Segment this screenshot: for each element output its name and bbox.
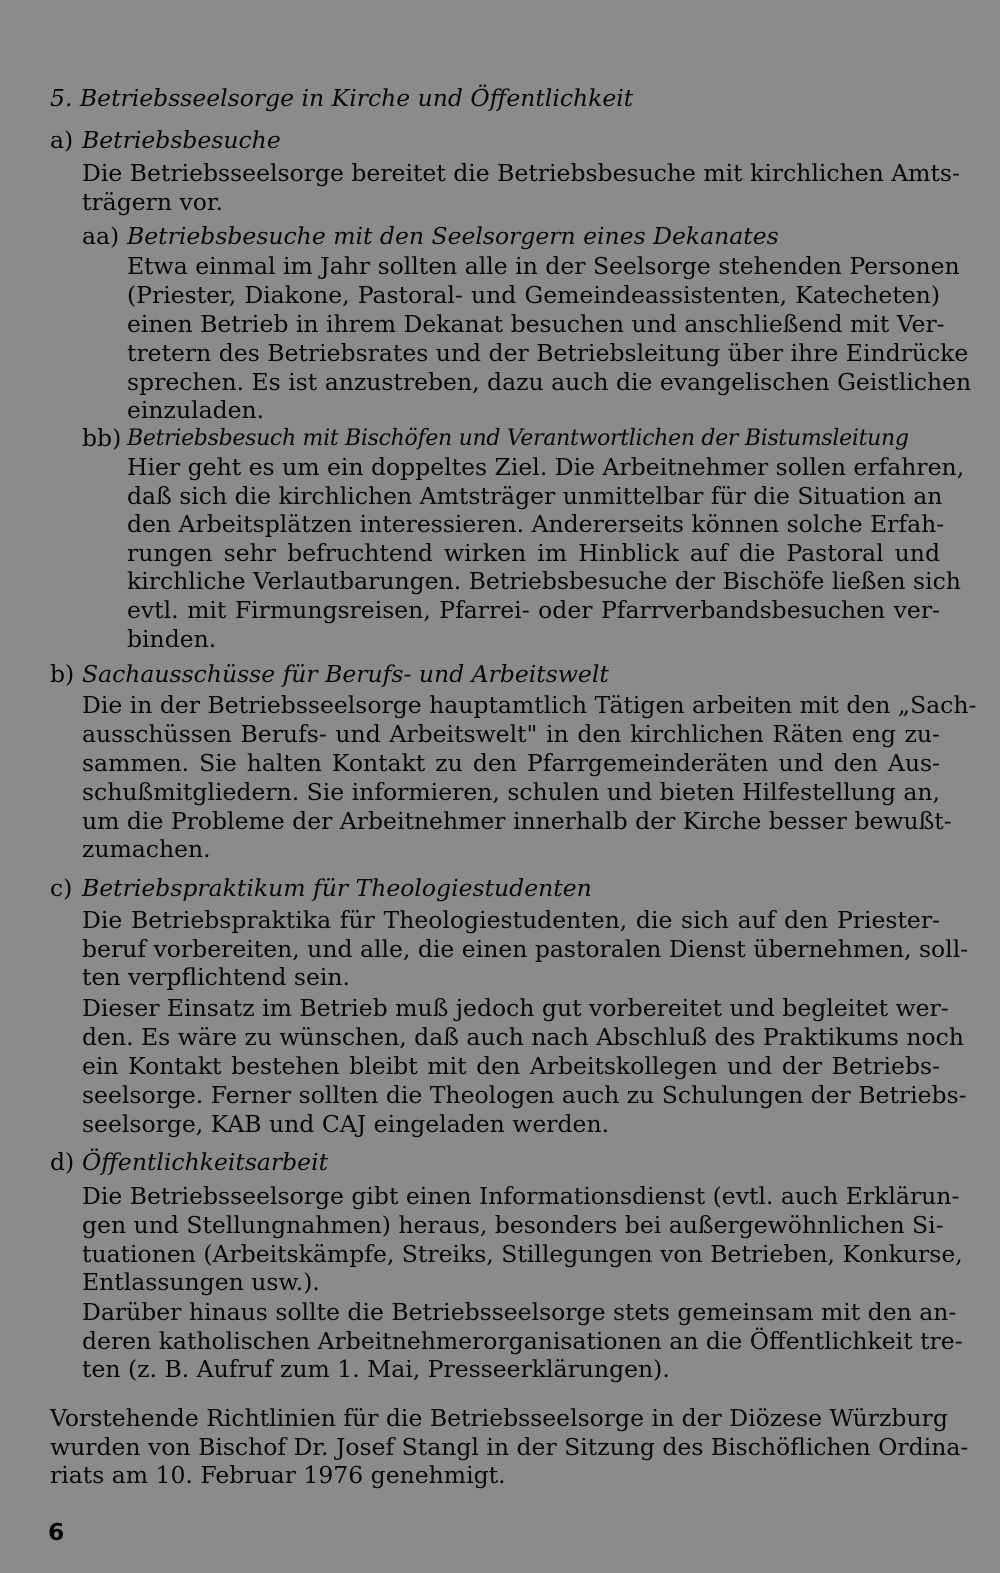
subsection-b-line: um die Probleme der Arbeitnehmer innerhalb der Kirche besser bewußt- bbox=[82, 807, 952, 835]
subsection-b-line: zumachen. bbox=[82, 835, 211, 863]
subsection-aa-line: einen Betrieb in ihrem Dekanat besuchen und anschließend mit Ver- bbox=[127, 310, 945, 338]
subsection-d-line: ten (z. B. Aufruf zum 1. Mai, Presseerklärungen). bbox=[82, 1355, 670, 1383]
subsection-aa-label: aa) bbox=[82, 222, 120, 250]
subsection-b-title: Sachausschüsse für Berufs- und Arbeitswelt bbox=[82, 660, 609, 688]
closing-line: wurden von Bischof Dr. Josef Stangl in der Sitzung des Bischöflichen Ordina- bbox=[50, 1433, 969, 1461]
page-number: 6 bbox=[48, 1518, 65, 1546]
subsection-bb-line: evtl. mit Firmungsreisen, Pfarrei- oder Pfarrverbandsbesuchen ver- bbox=[127, 596, 940, 624]
subsection-aa-title: Betriebsbesuche mit den Seelsorgern eines Dekanates bbox=[127, 222, 779, 250]
subsection-a-line: trägern vor. bbox=[82, 188, 224, 216]
subsection-c-line: den. Es wäre zu wünschen, daß auch nach Abschluß des Praktikums noch bbox=[82, 1023, 964, 1051]
subsection-d-line: deren katholischen Arbeitnehmerorganisationen an die Öffentlichkeit tre- bbox=[82, 1327, 963, 1355]
subsection-bb-line: kirchliche Verlautbarungen. Betriebsbesuche der Bischöfe ließen sich bbox=[127, 567, 961, 595]
subsection-c-line: ten verpflichtend sein. bbox=[82, 963, 350, 991]
subsection-aa-line: sprechen. Es ist anzustreben, dazu auch die evangelischen Geistlichen bbox=[127, 368, 972, 396]
subsection-a-line: Die Betriebsseelsorge bereitet die Betriebsbesuche mit kirchlichen Amts- bbox=[82, 159, 960, 187]
subsection-aa-line: tretern des Betriebsrates und der Betriebsleitung über ihre Eindrücke bbox=[127, 339, 969, 367]
subsection-bb-title: Betriebsbesuch mit Bischöfen und Verantwortlichen der Bistumsleitung bbox=[127, 426, 909, 451]
subsection-b-label: b) bbox=[50, 660, 75, 688]
subsection-c-label: c) bbox=[50, 874, 73, 902]
subsection-d-line: Darüber hinaus sollte die Betriebsseelsorge stets gemeinsam mit den an- bbox=[82, 1298, 957, 1326]
subsection-bb-line: Hier geht es um ein doppeltes Ziel. Die Arbeitnehmer sollen erfahren, bbox=[127, 453, 965, 481]
subsection-bb-line: den Arbeitsplätzen interessieren. Andererseits können solche Erfah- bbox=[127, 510, 945, 538]
subsection-a-label: a) bbox=[50, 126, 74, 154]
subsection-c-line: Die Betriebspraktika für Theologiestudenten, die sich auf den Priester- bbox=[82, 906, 940, 934]
subsection-c-line: seelsorge. Ferner sollten die Theologen auch zu Schulungen der Betriebs- bbox=[82, 1081, 967, 1109]
subsection-a-title: Betriebsbesuche bbox=[82, 126, 281, 154]
subsection-aa-line: Etwa einmal im Jahr sollten alle in der Seelsorge stehenden Personen bbox=[127, 252, 960, 280]
subsection-d-line: gen und Stellungnahmen) heraus, besonders bei außergewöhnlichen Si- bbox=[82, 1211, 944, 1239]
subsection-bb-line: daß sich die kirchlichen Amtsträger unmittelbar für die Situation an bbox=[127, 482, 943, 510]
subsection-c-line: beruf vorbereiten, und alle, die einen pastoralen Dienst übernehmen, soll- bbox=[82, 935, 969, 963]
subsection-b-line: Die in der Betriebsseelsorge hauptamtlich Tätigen arbeiten mit den „Sach- bbox=[82, 691, 977, 719]
subsection-bb-line: binden. bbox=[127, 625, 217, 653]
subsection-d-label: d) bbox=[50, 1148, 75, 1176]
subsection-d-line: tuationen (Arbeitskämpfe, Streiks, Stillegungen von Betrieben, Konkurse, bbox=[82, 1240, 963, 1268]
subsection-b-line: schußmitgliedern. Sie informieren, schulen und bieten Hilfestellung an, bbox=[82, 778, 941, 806]
subsection-d-line: Die Betriebsseelsorge gibt einen Informationsdienst (evtl. auch Erklärun- bbox=[82, 1182, 960, 1210]
subsection-b-line: ausschüssen Berufs- und Arbeitswelt" in den kirchlichen Räten eng zu- bbox=[82, 720, 940, 748]
subsection-d-title: Öffentlichkeitsarbeit bbox=[82, 1148, 329, 1176]
subsection-c-title: Betriebspraktikum für Theologiestudenten bbox=[82, 874, 592, 902]
closing-line: Vorstehende Richtlinien für die Betriebsseelsorge in der Diözese Würzburg bbox=[50, 1404, 948, 1432]
subsection-bb-line: rungen sehr befruchtend wirken im Hinblick auf die Pastoral und bbox=[127, 539, 940, 567]
closing-line: riats am 10. Februar 1976 genehmigt. bbox=[50, 1461, 506, 1489]
subsection-aa-line: (Priester, Diakone, Pastoral- und Gemeindeassistenten, Katecheten) bbox=[127, 281, 940, 309]
subsection-aa-line: einzuladen. bbox=[127, 396, 265, 424]
subsection-c-line: Dieser Einsatz im Betrieb muß jedoch gut vorbereitet und begleitet wer- bbox=[82, 994, 949, 1022]
subsection-bb-label: bb) bbox=[82, 424, 122, 452]
subsection-c-line: ein Kontakt bestehen bleibt mit den Arbeitskollegen und der Betriebs- bbox=[82, 1052, 940, 1080]
subsection-b-line: sammen. Sie halten Kontakt zu den Pfarrgemeinderäten und den Aus- bbox=[82, 749, 940, 777]
subsection-c-line: seelsorge, KAB und CAJ eingeladen werden. bbox=[82, 1110, 610, 1138]
subsection-d-line: Entlassungen usw.). bbox=[82, 1268, 320, 1296]
section-heading: 5. Betriebsseelsorge in Kirche und Öffentlichkeit bbox=[50, 84, 634, 112]
